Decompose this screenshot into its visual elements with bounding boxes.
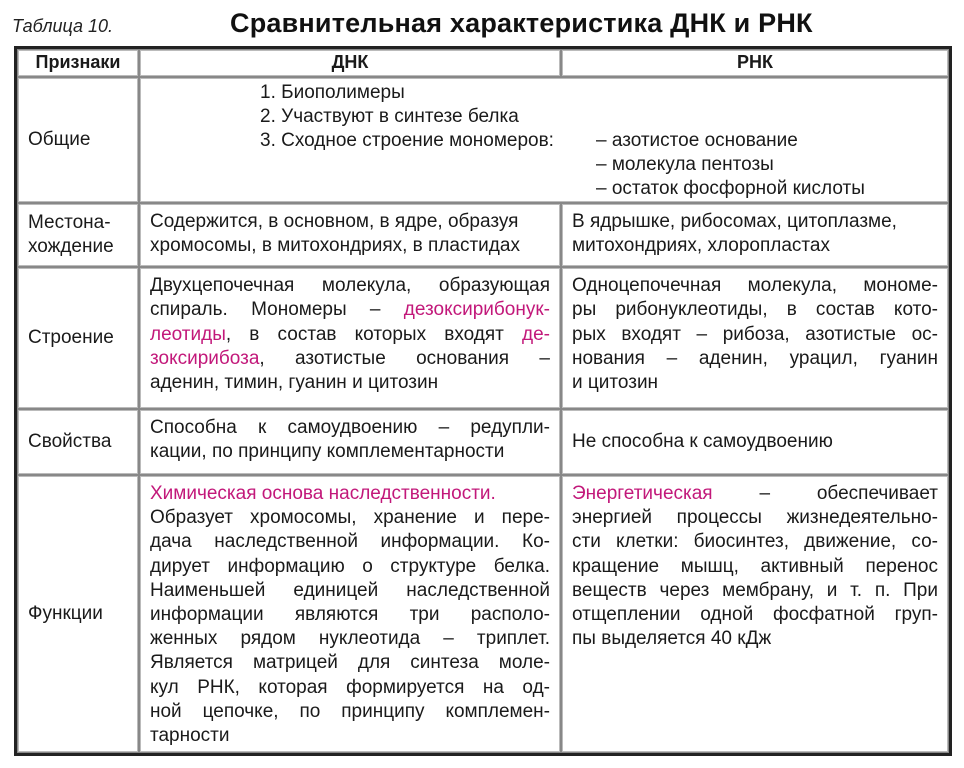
functions-dna-line6: женных рядом нуклеотида – триплет. xyxy=(150,628,550,650)
row-label-properties-text: Свойства xyxy=(28,431,112,452)
functions-rna-line1: энергией процессы жизнедеятельно- xyxy=(572,507,938,529)
general-item-3: 3. Сходное строение мономеров: xyxy=(260,130,554,151)
functions-dna-line3: дирует информацию о структуре белка. xyxy=(150,555,550,577)
functions-rna-cell xyxy=(561,475,949,753)
functions-dna-line4: Наименьшей единицей наследственной xyxy=(150,579,550,601)
functions-dna-line8: кул РНК, которая формируется на од- xyxy=(150,676,550,698)
row-label-functions xyxy=(17,475,139,753)
general-component-1: – азотистое основание xyxy=(596,130,798,151)
location-rna-line2: митохондриях, хлоропластах xyxy=(572,235,830,257)
row-label-structure-text: Строение xyxy=(28,327,114,348)
functions-rna-line0-rest: – обеспечивает xyxy=(759,483,938,504)
functions-dna-line10: тарности xyxy=(150,725,230,747)
structure-rna-line5: и цитозин xyxy=(572,372,659,394)
functions-dna-heading: Химическая основа наследственности. xyxy=(150,483,496,504)
general-component-3: – остаток фосфорной кислоты xyxy=(596,178,865,199)
row-label-general xyxy=(17,77,139,203)
properties-rna-text: Не способна к самоудвоению xyxy=(572,431,833,452)
header-rna-label: РНК xyxy=(737,52,773,72)
functions-rna-line5: отщеплении одной фосфатной груп- xyxy=(572,604,938,626)
row-label-structure xyxy=(17,267,139,409)
header-dna xyxy=(139,49,561,77)
structure-rna-line1: Одноцепочечная молекула, мономе- xyxy=(572,275,938,296)
functions-dna-line5: информации являются три располо- xyxy=(150,604,550,626)
header-features xyxy=(17,49,139,77)
table-caption: Таблица 10. xyxy=(12,16,114,36)
location-rna-line1: В ядрышке, рибосомах, цитоплазме, xyxy=(572,211,897,232)
functions-dna-line1: Образует хромосомы, хранение и пере- xyxy=(150,507,550,529)
structure-dna-cell xyxy=(139,267,561,409)
header-rna xyxy=(561,49,949,77)
properties-rna-cell xyxy=(561,409,949,475)
functions-dna-line9: ной цепочке, по принципу комплемен- xyxy=(150,700,550,722)
functions-dna-line2: дача наследственной информации. Ко- xyxy=(150,531,550,553)
functions-dna-cell xyxy=(139,475,561,753)
structure-dna-line2-a: спираль. Мономеры – xyxy=(150,299,404,321)
structure-dna-nucleotides-end: леотиды xyxy=(150,323,226,345)
row-label-location xyxy=(17,203,139,267)
structure-rna-cell xyxy=(561,267,949,409)
structure-dna-line3-b: , в состав которых входят xyxy=(225,323,523,345)
structure-dna-deoxyribonucleotides: дезоксирибонук- xyxy=(403,299,550,321)
location-dna-line1: Содержится, в основном, в ядре, образуя xyxy=(150,211,519,232)
properties-dna-cell xyxy=(139,409,561,475)
functions-rna-heading: Энергетическая xyxy=(572,483,713,504)
location-dna-line2: хромосомы, в митохондриях, в пластидах xyxy=(150,235,520,257)
functions-rna-line6: пы выделяется 40 кДж xyxy=(572,628,772,650)
structure-dna-line4 xyxy=(150,347,550,371)
comparison-table xyxy=(14,46,952,756)
row-label-location-line2: хождение xyxy=(28,236,114,257)
structure-rna-line2: ры рибонуклеотиды, в состав кото- xyxy=(572,299,938,321)
properties-dna-line1: Способна к самоудвоению – редупли- xyxy=(150,417,550,438)
structure-rna-line3: рых входят – рибоза, азотистые ос- xyxy=(572,323,938,345)
row-label-location-line1: Местона- xyxy=(28,212,111,233)
functions-rna-line4: веществ через мембрану, и т. п. При xyxy=(572,579,938,601)
location-rna-cell xyxy=(561,203,949,267)
structure-dna-line1: Двухцепочечная молекула, образующая xyxy=(150,275,550,296)
structure-dna-deoxy-start: де- xyxy=(522,323,550,345)
structure-dna-line5: аденин, тимин, гуанин и цитозин xyxy=(150,372,439,394)
general-item-2: 2. Участвуют в синтезе белка xyxy=(260,106,519,127)
location-dna-cell xyxy=(139,203,561,267)
row-label-properties xyxy=(17,409,139,475)
row-label-general-text: Общие xyxy=(28,129,91,150)
functions-dna-line7: Является матрицей для синтеза моле- xyxy=(150,652,550,674)
structure-dna-line3 xyxy=(150,323,550,347)
functions-rna-line0 xyxy=(572,482,938,506)
functions-rna-line2: сти клетки: биосинтез, движение, со- xyxy=(572,531,938,553)
general-item-1: 1. Биополимеры xyxy=(260,82,405,103)
page-title: Сравнительная характеристика ДНК и РНК xyxy=(230,8,813,38)
properties-dna-line2: кации, по принципу комплементарности xyxy=(150,441,505,463)
structure-dna-line2 xyxy=(150,298,550,322)
header-features-label: Признаки xyxy=(35,52,121,72)
structure-rna-line4: нования – аденин, урацил, гуанин xyxy=(572,347,938,369)
header-dna-label: ДНК xyxy=(331,52,369,72)
row-label-functions-text: Функции xyxy=(28,603,103,624)
general-common-cell xyxy=(139,77,949,203)
structure-dna-deoxyribose: зоксирибоза xyxy=(150,347,260,369)
structure-dna-line4-b: , азотистые основания – xyxy=(259,347,550,369)
functions-rna-line3: кращение мышц, активный перенос xyxy=(572,555,938,577)
general-component-2: – молекула пентозы xyxy=(596,154,774,175)
